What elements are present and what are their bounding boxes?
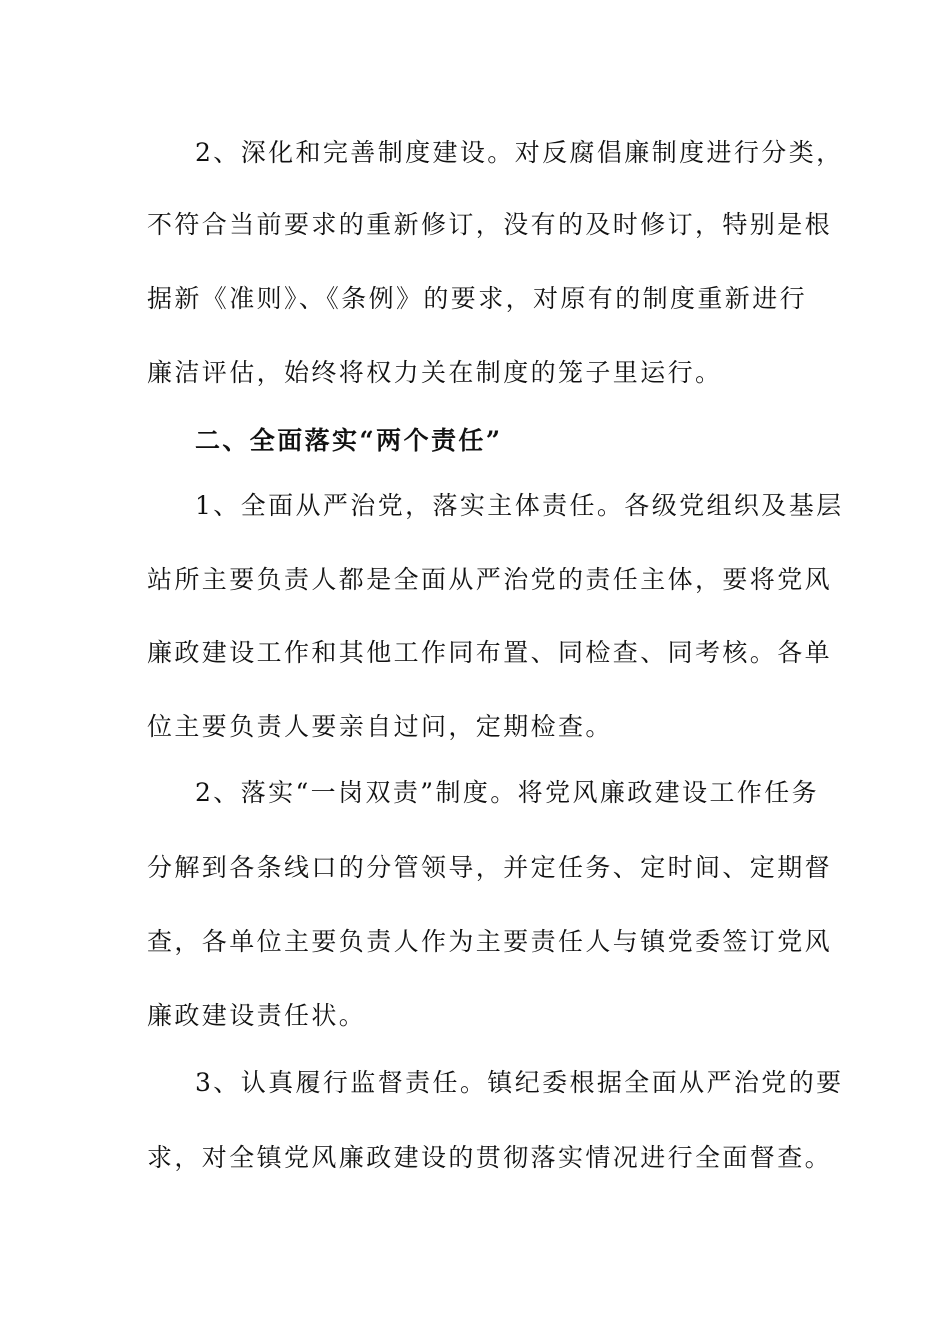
paragraph-line: 查，各单位主要负责人作为主要责任人与镇党委签订党风 <box>147 927 833 956</box>
paragraph-line: 廉政建设工作和其他工作同布置、同检查、同考核。各单 <box>147 638 833 667</box>
paragraph-line: 求，对全镇党风廉政建设的贯彻落实情况进行全面督查。 <box>147 1143 833 1172</box>
paragraph-line: 分解到各条线口的分管领导，并定任务、定时间、定期督 <box>147 853 833 882</box>
paragraph-line: 1、全面从严治党，落实主体责任。各级党组织及基层 <box>195 491 844 520</box>
paragraph-line: 位主要负责人要亲自过问，定期检查。 <box>147 712 613 741</box>
paragraph-line: 廉政建设责任状。 <box>147 1001 367 1030</box>
paragraph-line: 据新《准则》、《条例》的要求，对原有的制度重新进行 <box>147 284 808 313</box>
paragraph-line: 3、认真履行监督责任。镇纪委根据全面从严治党的要 <box>195 1068 844 1097</box>
paragraph-line: 廉洁评估，始终将权力关在制度的笼子里运行。 <box>147 358 723 387</box>
section-heading: 二、全面落实“两个责任” <box>195 426 503 455</box>
paragraph-line: 站所主要负责人都是全面从严治党的责任主体，要将党风 <box>147 565 833 594</box>
paragraph-line: 2、落实“一岗双责”制度。将党风廉政建设工作任务 <box>195 778 820 807</box>
paragraph-line: 不符合当前要求的重新修订，没有的及时修订，特别是根 <box>147 210 833 239</box>
paragraph-line: 2、深化和完善制度建设。对反腐倡廉制度进行分类， <box>195 138 844 167</box>
